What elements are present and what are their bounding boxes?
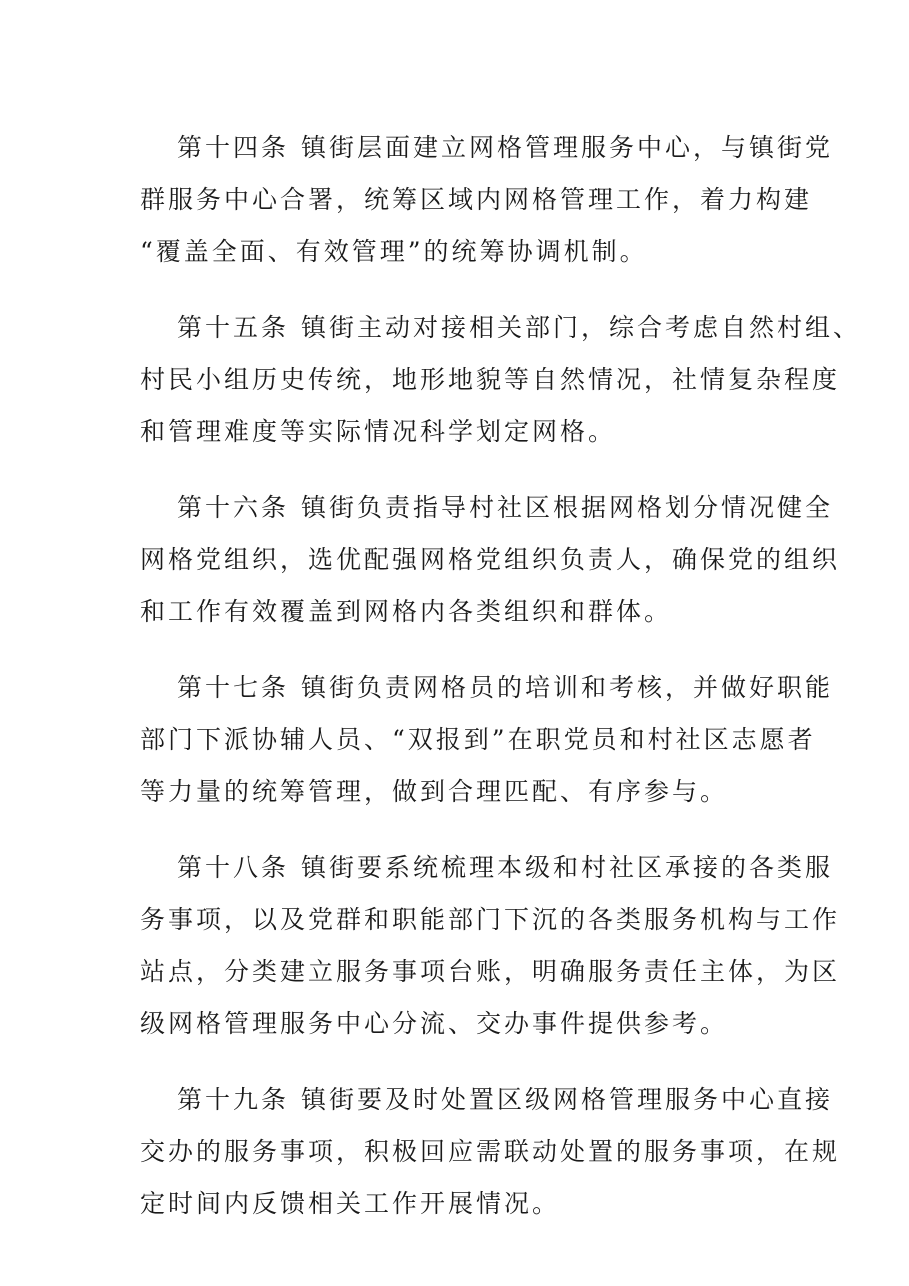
article-line: 和管理难度等实际情况科学划定网格。: [140, 417, 617, 446]
article-18: [140, 842, 841, 1050]
article-number: 第十九条: [177, 1085, 290, 1114]
article-number: 第十八条: [177, 853, 290, 882]
article-number: 第十七条: [177, 673, 290, 702]
article-line: 务事项，以及党群和职能部门下沉的各类服务机构与工作: [140, 905, 841, 934]
article-first-line: [140, 482, 834, 534]
article-line: 交办的服务事项，积极回应需联动处置的服务事项，在规: [140, 1137, 841, 1166]
article-number: 第十六条: [177, 493, 290, 522]
article-text: 镇街要系统梳理本级和村社区承接的各类服: [301, 853, 834, 882]
article-14: [140, 122, 834, 278]
article-first-line: [140, 122, 834, 174]
article-number: 第十五条: [177, 313, 290, 342]
article-16: [140, 482, 841, 638]
article-line: 级网格管理服务中心分流、交办事件提供参考。: [140, 1009, 729, 1038]
article-line: 定时间内反馈相关工作开展情况。: [140, 1189, 561, 1218]
article-line: “覆盖全面、有效管理”的统筹协调机制。: [140, 237, 648, 266]
article-line: 网格党组织，选优配强网格党组织负责人，确保党的组织: [140, 545, 841, 574]
article-line: 部门下派协辅人员、“双报到”在职党员和村社区志愿者: [140, 725, 816, 754]
article-number: 第十四条: [177, 133, 290, 162]
article-17: [140, 662, 834, 818]
article-text: 镇街层面建立网格管理服务中心，与镇街党: [301, 133, 834, 162]
article-text: 镇街负责指导村社区根据网格划分情况健全: [301, 493, 834, 522]
article-line: 等力量的统筹管理，做到合理匹配、有序参与。: [140, 777, 729, 806]
document-body: [140, 122, 862, 1254]
article-text: 镇街主动对接相关部门，综合考虑自然村组、: [301, 313, 862, 342]
article-first-line: [140, 1074, 834, 1126]
article-line: 群服务中心合署，统筹区域内网格管理工作，着力构建: [140, 185, 813, 214]
article-15: [140, 302, 862, 458]
article-first-line: [140, 662, 834, 714]
article-text: 镇街要及时处置区级网格管理服务中心直接: [301, 1085, 834, 1114]
article-line: 站点，分类建立服务事项台账，明确服务责任主体，为区: [140, 957, 841, 986]
article-line: 和工作有效覆盖到网格内各类组织和群体。: [140, 597, 673, 626]
article-text: 镇街负责网格员的培训和考核，并做好职能: [301, 673, 834, 702]
article-line: 村民小组历史传统，地形地貌等自然情况，社情复杂程度: [140, 365, 841, 394]
article-first-line: [140, 302, 862, 354]
article-first-line: [140, 842, 834, 894]
article-19: [140, 1074, 841, 1230]
